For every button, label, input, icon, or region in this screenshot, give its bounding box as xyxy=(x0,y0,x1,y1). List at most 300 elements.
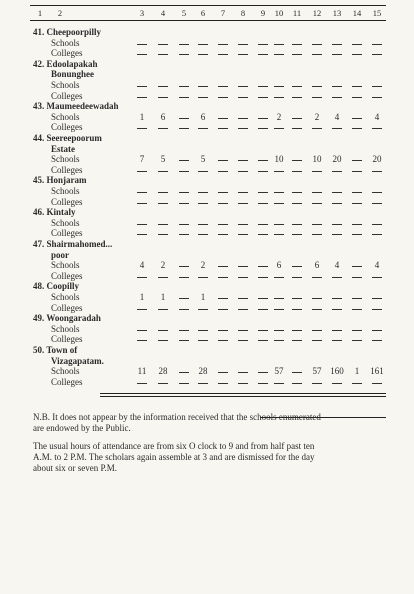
dash-mark xyxy=(137,330,147,331)
dash-mark xyxy=(312,383,322,384)
dash-mark xyxy=(218,192,228,193)
dash-mark xyxy=(137,309,147,310)
dash-mark xyxy=(332,383,342,384)
dash-mark xyxy=(372,330,382,331)
dash-mark xyxy=(292,203,302,204)
row-label: Colleges xyxy=(51,334,83,345)
dash-mark xyxy=(332,44,342,45)
dash-mark xyxy=(179,203,189,204)
dash-mark xyxy=(198,97,208,98)
dash-mark xyxy=(218,372,228,373)
dash-mark xyxy=(218,203,228,204)
dash-mark xyxy=(292,298,302,299)
dash-mark xyxy=(292,118,302,119)
table-cell: 1 xyxy=(354,366,360,377)
dash-mark xyxy=(158,277,168,278)
dash-mark xyxy=(198,277,208,278)
dash-mark xyxy=(179,97,189,98)
dash-mark xyxy=(179,298,189,299)
table-end-rule-2 xyxy=(100,396,386,397)
dash-mark xyxy=(258,160,268,161)
dash-mark xyxy=(158,234,168,235)
dash-mark xyxy=(312,340,322,341)
dash-mark xyxy=(312,97,322,98)
dash-mark xyxy=(312,86,322,87)
dash-mark xyxy=(258,86,268,87)
dash-mark xyxy=(137,203,147,204)
column-header: 3 xyxy=(139,8,145,18)
dash-mark xyxy=(292,54,302,55)
dash-mark xyxy=(352,97,362,98)
dash-mark xyxy=(372,383,382,384)
row-label: Schools xyxy=(51,366,80,377)
dash-mark xyxy=(238,383,248,384)
dash-mark xyxy=(238,298,248,299)
dash-mark xyxy=(274,298,284,299)
dash-mark xyxy=(258,309,268,310)
column-header: 4 xyxy=(160,8,166,18)
column-header: 14 xyxy=(352,8,362,18)
dash-mark xyxy=(137,86,147,87)
dash-mark xyxy=(137,234,147,235)
dash-mark xyxy=(274,309,284,310)
dash-mark xyxy=(158,86,168,87)
dash-mark xyxy=(218,54,228,55)
dash-mark xyxy=(238,128,248,129)
table-cell: 7 xyxy=(139,154,145,165)
dash-mark xyxy=(218,171,228,172)
table-cell: 10 xyxy=(274,154,284,165)
dash-mark xyxy=(258,372,268,373)
dash-mark xyxy=(198,54,208,55)
table-cell: 6 xyxy=(200,111,206,122)
table-cell: 10 xyxy=(312,154,322,165)
dash-mark xyxy=(332,171,342,172)
dash-mark xyxy=(238,54,248,55)
table-cell: 6 xyxy=(314,260,320,271)
dash-mark xyxy=(352,234,362,235)
dash-mark xyxy=(292,192,302,193)
dash-mark xyxy=(258,192,268,193)
dash-mark xyxy=(238,171,248,172)
dash-mark xyxy=(258,203,268,204)
entry-name: 44. Seereepoorum xyxy=(33,133,102,143)
table-cell: 2 xyxy=(160,260,166,271)
row-label: Colleges xyxy=(51,164,83,175)
dash-mark xyxy=(292,372,302,373)
row-label: Schools xyxy=(51,260,80,271)
dash-mark xyxy=(158,44,168,45)
table-cell: 4 xyxy=(374,260,380,271)
dash-mark xyxy=(292,97,302,98)
dash-mark xyxy=(352,171,362,172)
dash-mark xyxy=(352,340,362,341)
dash-mark xyxy=(198,86,208,87)
row-label: Colleges xyxy=(51,90,83,101)
dash-mark xyxy=(292,266,302,267)
dash-mark xyxy=(238,44,248,45)
dash-mark xyxy=(238,309,248,310)
table-cell: 1 xyxy=(160,292,166,302)
dash-mark xyxy=(238,340,248,341)
dash-mark xyxy=(238,118,248,119)
dash-mark xyxy=(274,383,284,384)
header-bottom-rule xyxy=(30,20,386,21)
dash-mark xyxy=(158,192,168,193)
dash-mark xyxy=(274,171,284,172)
table-cell: 57 xyxy=(274,366,284,377)
dash-mark xyxy=(372,340,382,341)
row-label: Schools xyxy=(51,292,80,302)
row-label: Schools xyxy=(51,186,80,196)
dash-mark xyxy=(218,86,228,87)
dash-mark xyxy=(292,277,302,278)
column-header: 11 xyxy=(292,8,302,18)
dash-mark xyxy=(274,340,284,341)
table-cell: 28 xyxy=(158,366,168,377)
dash-mark xyxy=(292,340,302,341)
dash-mark xyxy=(158,54,168,55)
table-cell: 2 xyxy=(314,111,320,122)
entry-name: Bonunghee xyxy=(51,69,95,80)
table-cell: 5 xyxy=(160,154,166,165)
dash-mark xyxy=(218,383,228,384)
entry-name: 46. Kintaly xyxy=(33,207,76,218)
dash-mark xyxy=(258,383,268,384)
table-cell: 4 xyxy=(374,111,380,122)
dash-mark xyxy=(352,160,362,161)
dash-mark xyxy=(179,171,189,172)
row-label: Colleges xyxy=(51,122,83,133)
dash-mark xyxy=(292,383,302,384)
dash-mark xyxy=(179,330,189,331)
dash-mark xyxy=(179,234,189,235)
dash-mark xyxy=(332,54,342,55)
dash-mark xyxy=(179,160,189,161)
dash-mark xyxy=(158,383,168,384)
dash-mark xyxy=(274,277,284,278)
dash-mark xyxy=(332,192,342,193)
dash-mark xyxy=(274,330,284,331)
table-cell: 11 xyxy=(137,366,147,377)
row-label: Colleges xyxy=(51,302,83,313)
header-top-rule xyxy=(30,5,386,6)
dash-mark xyxy=(292,44,302,45)
dash-mark xyxy=(137,171,147,172)
dash-mark xyxy=(137,128,147,129)
dash-mark xyxy=(238,330,248,331)
entry-name: 41. Cheepoorpilly xyxy=(33,27,102,37)
dash-mark xyxy=(372,128,382,129)
dash-mark xyxy=(238,160,248,161)
dash-mark xyxy=(352,128,362,129)
dash-mark xyxy=(258,118,268,119)
dash-mark xyxy=(198,330,208,331)
table-cell: 4 xyxy=(139,260,145,271)
dash-mark xyxy=(292,224,302,225)
dash-mark xyxy=(332,330,342,331)
dash-mark xyxy=(274,234,284,235)
table-cell: 4 xyxy=(334,260,340,271)
row-label: Schools xyxy=(51,111,80,122)
dash-mark xyxy=(179,54,189,55)
dash-mark xyxy=(258,298,268,299)
entry-name: 48. Coopilly xyxy=(33,281,80,292)
dash-mark xyxy=(312,171,322,172)
entry-name: poor xyxy=(51,249,69,260)
dash-mark xyxy=(352,118,362,119)
column-header: 13 xyxy=(332,8,342,18)
row-label: Colleges xyxy=(51,196,83,207)
dash-mark xyxy=(372,298,382,299)
dash-mark xyxy=(372,171,382,172)
dash-mark xyxy=(332,224,342,225)
table-cell: 6 xyxy=(276,260,282,271)
dash-mark xyxy=(292,86,302,87)
dash-mark xyxy=(292,330,302,331)
table-cell: 5 xyxy=(200,154,206,165)
dash-mark xyxy=(198,171,208,172)
dash-mark xyxy=(312,309,322,310)
table-cell: 161 xyxy=(370,366,384,377)
dash-mark xyxy=(137,192,147,193)
dash-mark xyxy=(218,118,228,119)
dash-mark xyxy=(137,277,147,278)
dash-mark xyxy=(137,54,147,55)
column-header: 15 xyxy=(372,8,382,18)
dash-mark xyxy=(158,171,168,172)
row-label: Schools xyxy=(51,154,80,165)
table-cell: 20 xyxy=(372,154,382,165)
table-cell: 2 xyxy=(200,260,206,271)
table-cell: 4 xyxy=(334,111,340,122)
dash-mark xyxy=(274,44,284,45)
row-label: Schools xyxy=(51,217,80,228)
column-header: 7 xyxy=(220,8,226,18)
dash-mark xyxy=(352,203,362,204)
column-header: 6 xyxy=(200,8,206,18)
dash-mark xyxy=(312,224,322,225)
entry-name: 43. Maumeedeewadah xyxy=(33,101,119,112)
dash-mark xyxy=(179,128,189,129)
dash-mark xyxy=(158,128,168,129)
dash-mark xyxy=(372,97,382,98)
dash-mark xyxy=(258,97,268,98)
dash-mark xyxy=(218,330,228,331)
dash-mark xyxy=(198,224,208,225)
column-header: 8 xyxy=(240,8,246,18)
dash-mark xyxy=(352,298,362,299)
dash-mark xyxy=(198,192,208,193)
dash-mark xyxy=(198,128,208,129)
dash-mark xyxy=(179,86,189,87)
dash-mark xyxy=(274,192,284,193)
dash-mark xyxy=(238,224,248,225)
column-header: 1 xyxy=(37,8,43,18)
dash-mark xyxy=(258,44,268,45)
dash-mark xyxy=(198,44,208,45)
dash-mark xyxy=(292,171,302,172)
dash-mark xyxy=(238,203,248,204)
dash-mark xyxy=(179,383,189,384)
dash-mark xyxy=(238,277,248,278)
dash-mark xyxy=(179,266,189,267)
dash-mark xyxy=(179,309,189,310)
dash-mark xyxy=(352,192,362,193)
dash-mark xyxy=(332,309,342,310)
dash-mark xyxy=(352,277,362,278)
dash-mark xyxy=(158,340,168,341)
dash-mark xyxy=(372,277,382,278)
dash-mark xyxy=(332,86,342,87)
column-header: 9 xyxy=(260,8,266,18)
dash-mark xyxy=(274,86,284,87)
dash-mark xyxy=(312,234,322,235)
table-cell: 28 xyxy=(198,366,208,377)
dash-mark xyxy=(238,86,248,87)
dash-mark xyxy=(218,97,228,98)
dash-mark xyxy=(258,340,268,341)
dash-mark xyxy=(198,234,208,235)
row-label: Colleges xyxy=(51,270,83,281)
dash-mark xyxy=(218,340,228,341)
dash-mark xyxy=(274,97,284,98)
dash-mark xyxy=(352,44,362,45)
dash-mark xyxy=(372,234,382,235)
dash-mark xyxy=(218,128,228,129)
dash-mark xyxy=(179,372,189,373)
dash-mark xyxy=(238,372,248,373)
dash-mark xyxy=(372,86,382,87)
dash-mark xyxy=(218,298,228,299)
dash-mark xyxy=(218,277,228,278)
dash-mark xyxy=(158,224,168,225)
dash-mark xyxy=(332,277,342,278)
dash-mark xyxy=(372,203,382,204)
dash-mark xyxy=(258,128,268,129)
dash-mark xyxy=(332,128,342,129)
dash-mark xyxy=(238,97,248,98)
row-label: Colleges xyxy=(51,376,83,387)
dash-mark xyxy=(137,340,147,341)
entry-name: 45. Honjaram xyxy=(33,175,87,186)
entry-name: 47. Shairmahomed... xyxy=(33,239,113,249)
table-cell: 6 xyxy=(160,111,166,122)
table-cell: 1 xyxy=(139,292,145,302)
dash-mark xyxy=(238,234,248,235)
dash-mark xyxy=(238,192,248,193)
dash-mark xyxy=(218,309,228,310)
dash-mark xyxy=(179,340,189,341)
dash-mark xyxy=(198,203,208,204)
dash-mark xyxy=(352,309,362,310)
dash-mark xyxy=(312,330,322,331)
dash-mark xyxy=(372,224,382,225)
dash-mark xyxy=(292,309,302,310)
dash-mark xyxy=(218,234,228,235)
dash-mark xyxy=(372,54,382,55)
dash-mark xyxy=(352,224,362,225)
dash-mark xyxy=(292,160,302,161)
dash-mark xyxy=(352,54,362,55)
dash-mark xyxy=(312,44,322,45)
dash-mark xyxy=(218,266,228,267)
dash-mark xyxy=(179,224,189,225)
dash-mark xyxy=(198,383,208,384)
dash-mark xyxy=(258,224,268,225)
dash-mark xyxy=(137,383,147,384)
dash-mark xyxy=(332,97,342,98)
dash-mark xyxy=(198,309,208,310)
table-cell: 57 xyxy=(312,366,322,377)
entry-name: 42. Edoolapakah xyxy=(33,58,98,69)
dash-mark xyxy=(312,277,322,278)
dash-mark xyxy=(274,54,284,55)
dash-mark xyxy=(137,97,147,98)
dash-mark xyxy=(218,224,228,225)
dash-mark xyxy=(198,340,208,341)
dash-mark xyxy=(372,44,382,45)
dash-mark xyxy=(179,277,189,278)
dash-mark xyxy=(372,309,382,310)
row-label: Colleges xyxy=(51,228,83,239)
dash-mark xyxy=(137,44,147,45)
dash-mark xyxy=(352,330,362,331)
table-cell: 2 xyxy=(276,111,282,122)
dash-mark xyxy=(332,203,342,204)
dash-mark xyxy=(179,118,189,119)
dash-mark xyxy=(258,266,268,267)
dash-mark xyxy=(312,128,322,129)
dash-mark xyxy=(258,330,268,331)
row-label: Colleges xyxy=(51,48,83,59)
dash-mark xyxy=(332,340,342,341)
column-header: 12 xyxy=(312,8,322,18)
row-label: Schools xyxy=(51,37,80,48)
dash-mark xyxy=(218,160,228,161)
dash-mark xyxy=(292,128,302,129)
dash-mark xyxy=(158,309,168,310)
dash-mark xyxy=(179,44,189,45)
dash-mark xyxy=(352,266,362,267)
entry-name: 50. Town of xyxy=(33,345,78,355)
dash-mark xyxy=(179,192,189,193)
table-cell: 1 xyxy=(139,111,145,122)
footnote-paragraph: N.B. It does not appear by the information received that the schools enumerated are endowed by the Public. xyxy=(33,412,321,433)
dash-mark xyxy=(372,192,382,193)
dash-mark xyxy=(312,203,322,204)
dash-mark xyxy=(238,266,248,267)
column-header: 5 xyxy=(181,8,187,18)
entry-name: Estate xyxy=(51,143,75,154)
row-label: Schools xyxy=(51,80,80,90)
dash-mark xyxy=(312,298,322,299)
dash-mark xyxy=(312,54,322,55)
table-cell: 160 xyxy=(330,366,344,377)
dash-mark xyxy=(274,203,284,204)
dash-mark xyxy=(352,86,362,87)
dash-mark xyxy=(274,224,284,225)
entry-name: Vizagapatam. xyxy=(51,355,104,366)
dash-mark xyxy=(312,192,322,193)
column-header: 2 xyxy=(57,8,63,18)
dash-mark xyxy=(158,203,168,204)
dash-mark xyxy=(218,44,228,45)
dash-mark xyxy=(292,234,302,235)
footnote-paragraph: The usual hours of attendance are from six O clock to 9 and from half past ten A.M. to 2 P.M. The scholars again assemble at 3 and are dismissed for the day about six or seven P.M. xyxy=(33,441,315,473)
dash-mark xyxy=(258,171,268,172)
column-header: 10 xyxy=(274,8,284,18)
